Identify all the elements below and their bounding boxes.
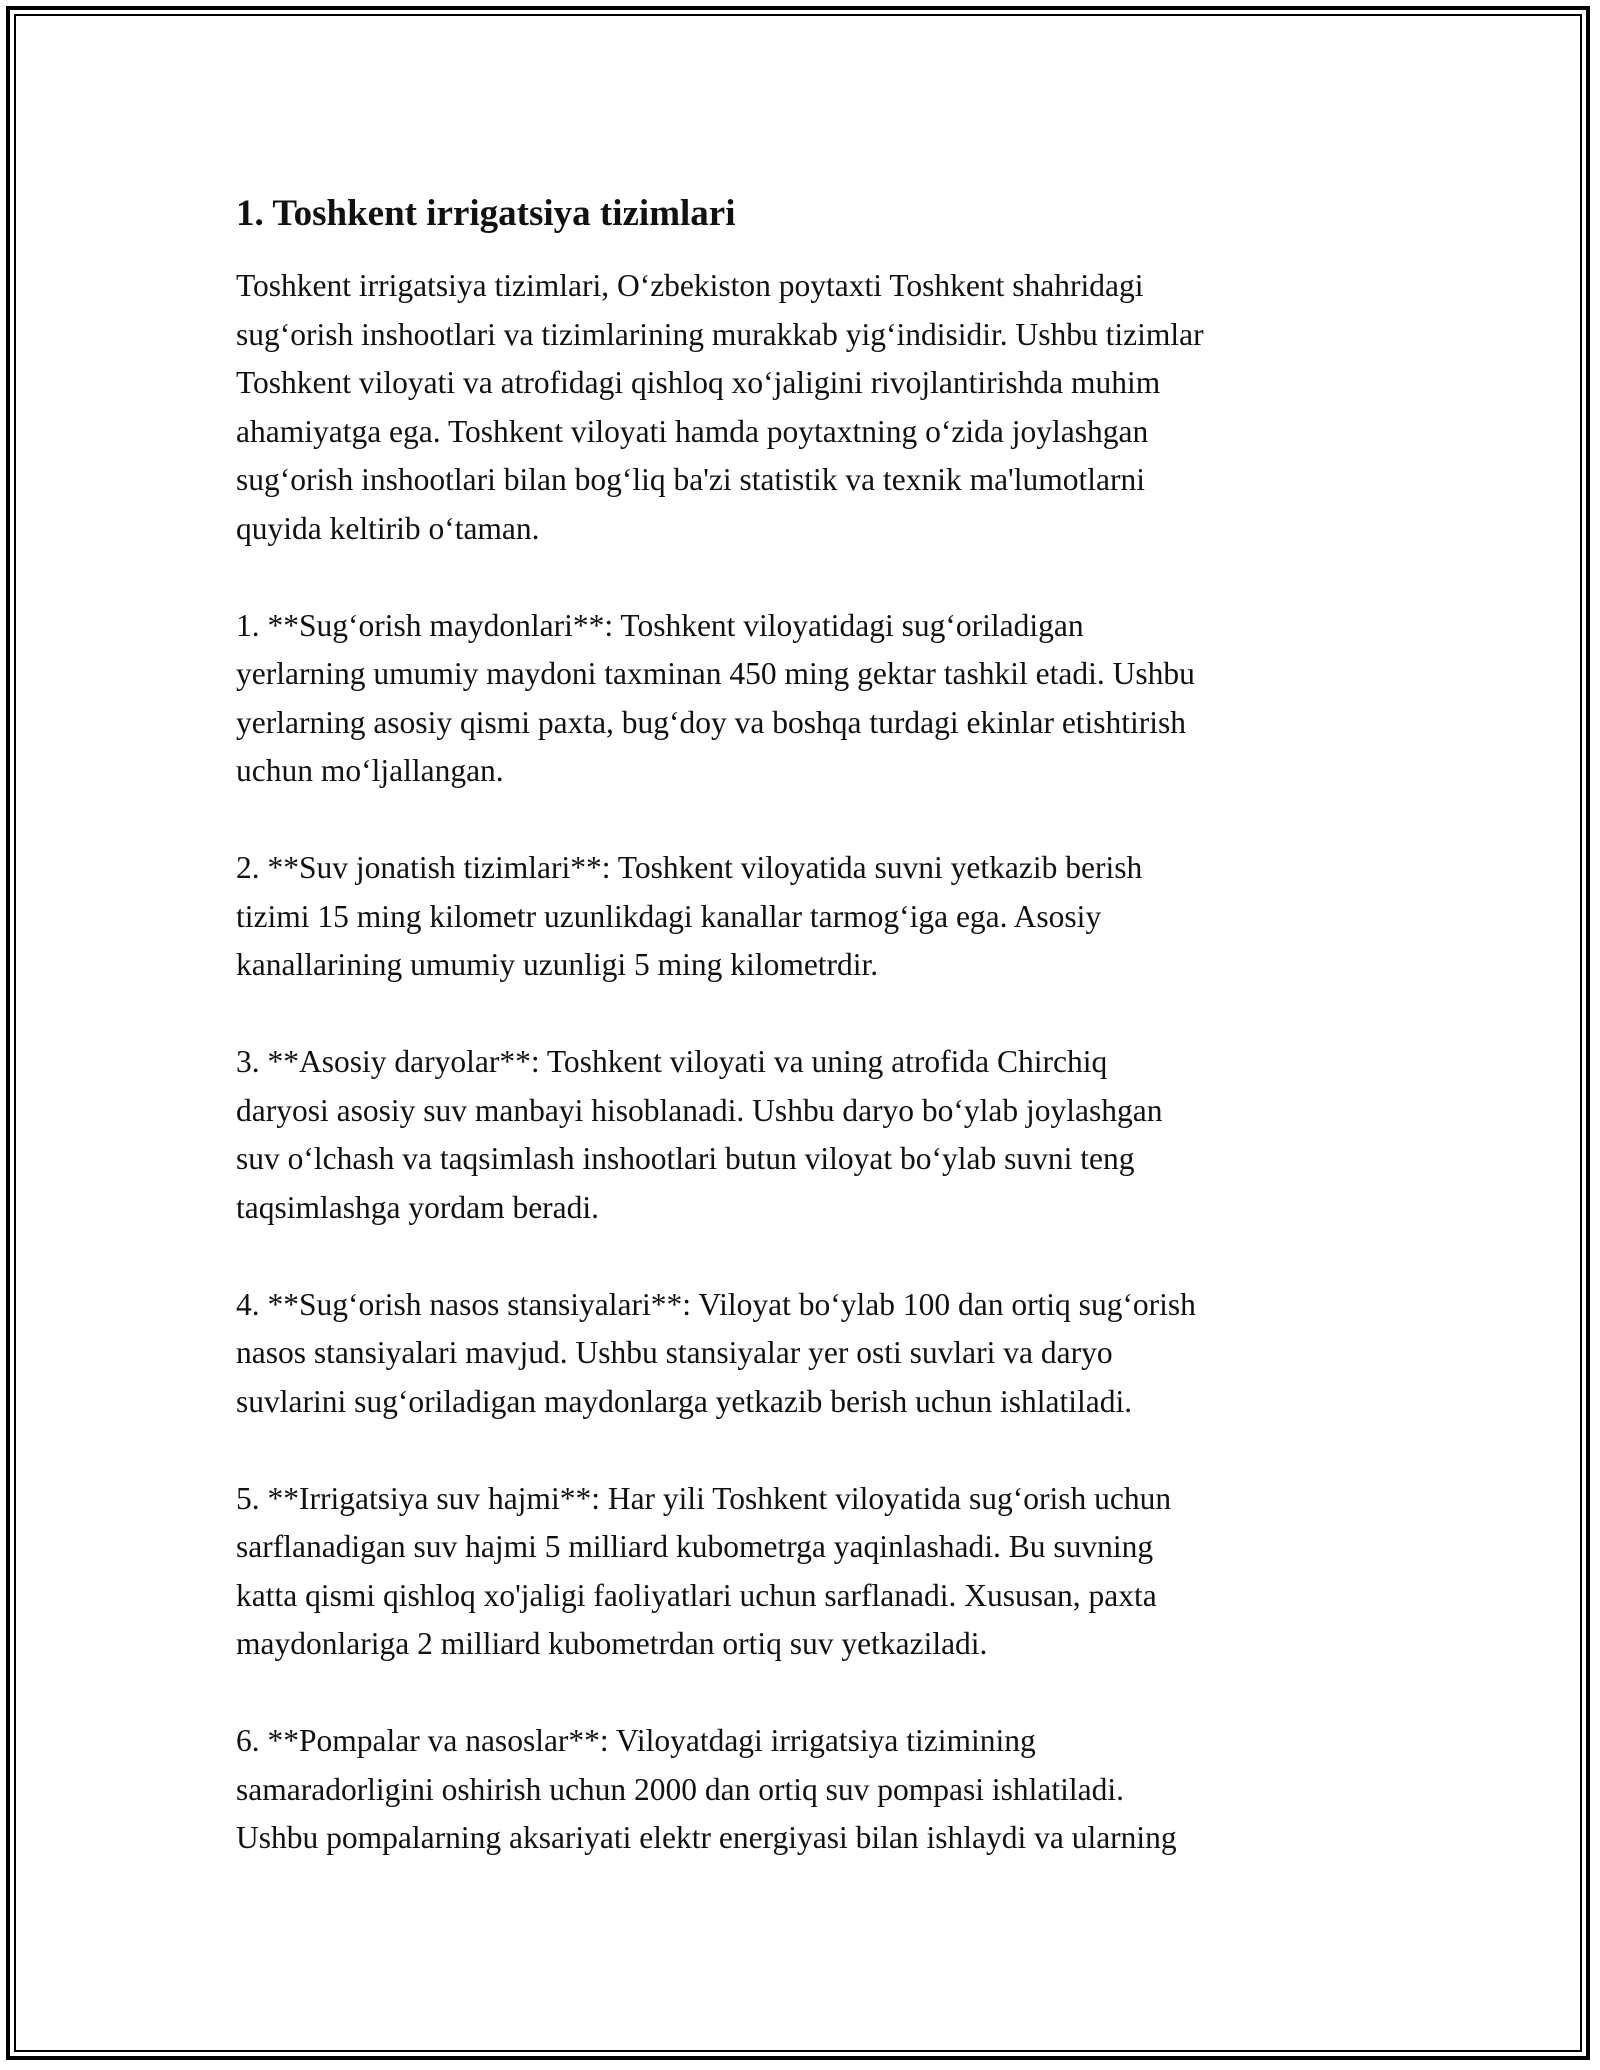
document-title: 1. Toshkent irrigatsiya tizimlari bbox=[236, 193, 736, 234]
text-line: kanallarining umumiy uzunligi 5 ming kilometrdir. bbox=[236, 947, 879, 982]
text-line: Ushbu pompalarning aksariyati elektr energiyasi bilan ishlaydi va ularning bbox=[236, 1820, 1177, 1855]
text-line: daryosi asosiy suv manbayi hisoblanadi. Ushbu daryo boʻylab joylashgan bbox=[236, 1092, 1163, 1128]
text-line: taqsimlashga yordam beradi. bbox=[236, 1189, 600, 1225]
text-line: quyida keltirib oʻtaman. bbox=[236, 510, 540, 546]
paragraph-item-2 bbox=[236, 844, 1386, 990]
text-line: Toshkent viloyati va atrofidagi qishloq xoʻjaligini rivojlantirishda muhim bbox=[236, 365, 1161, 400]
text-line: suv oʻlchash va taqsimlash inshootlari butun viloyat boʻylab suvni teng bbox=[236, 1141, 1135, 1176]
text-line: maydonlariga 2 milliard kubometrdan ortiq suv yetkaziladi. bbox=[236, 1626, 988, 1661]
paragraph-intro bbox=[236, 262, 1386, 553]
paragraph-item-3 bbox=[236, 1038, 1386, 1232]
text-line: sugʻorish inshootlari bilan bogʻliq ba'zi statistik va texnik ma'lumotlarni bbox=[236, 462, 1145, 497]
text-line: uchun moʻljallangan. bbox=[236, 753, 504, 788]
paragraph-item-5 bbox=[236, 1475, 1386, 1669]
document-body bbox=[236, 190, 1386, 1911]
text-line: tizimi 15 ming kilometr uzunlikdagi kanallar tarmogʻiga ega. Asosiy bbox=[236, 898, 1102, 934]
text-line: 4. **Sugʻorish nasos stansiyalari**: Viloyat boʻylab 100 dan ortiq sugʻorish bbox=[236, 1286, 1196, 1322]
text-line: Toshkent irrigatsiya tizimlari, Oʻzbekiston poytaxti Toshkent shahridagi bbox=[236, 268, 1144, 303]
text-line: sugʻorish inshootlari va tizimlarining murakkab yigʻindisidir. Ushbu tizimlar bbox=[236, 316, 1204, 352]
paragraph-item-6 bbox=[236, 1717, 1386, 1863]
text-line: 3. **Asosiy daryolar**: Toshkent viloyati va uning atrofida Chirchiq bbox=[236, 1044, 1108, 1079]
text-line: yerlarning asosiy qismi paxta, bugʻdoy va boshqa turdagi ekinlar etishtirish bbox=[236, 704, 1187, 740]
paragraph-item-1 bbox=[236, 602, 1386, 796]
text-line: samaradorligini oshirish uchun 2000 dan ortiq suv pompasi ishlatiladi. bbox=[236, 1771, 1125, 1807]
text-line: 1. **Sugʻorish maydonlari**: Toshkent viloyatidagi sugʻoriladigan bbox=[236, 607, 1084, 643]
paragraph-item-4 bbox=[236, 1281, 1386, 1427]
text-line: 5. **Irrigatsiya suv hajmi**: Har yili Toshkent viloyatida sugʻorish uchun bbox=[236, 1480, 1172, 1516]
text-line: katta qismi qishloq xo'jaligi faoliyatlari uchun sarflanadi. Xususan, paxta bbox=[236, 1577, 1157, 1613]
text-line: nasos stansiyalari mavjud. Ushbu stansiyalar yer osti suvlari va daryo bbox=[236, 1335, 1113, 1370]
text-line: yerlarning umumiy maydoni taxminan 450 ming gektar tashkil etadi. Ushbu bbox=[236, 656, 1195, 691]
text-line: sarflanadigan suv hajmi 5 milliard kubometrga yaqinlashadi. Bu suvning bbox=[236, 1529, 1154, 1564]
text-line: ahamiyatga ega. Toshkent viloyati hamda poytaxtning oʻzida joylashgan bbox=[236, 413, 1149, 449]
text-line: 6. **Pompalar va nasoslar**: Viloyatdagi irrigatsiya tizimining bbox=[236, 1723, 1036, 1758]
text-line: 2. **Suv jonatish tizimlari**: Toshkent viloyatida suvni yetkazib berish bbox=[236, 850, 1143, 885]
text-line: suvlarini sugʻoriladigan maydonlarga yetkazib berish uchun ishlatiladi. bbox=[236, 1383, 1133, 1419]
